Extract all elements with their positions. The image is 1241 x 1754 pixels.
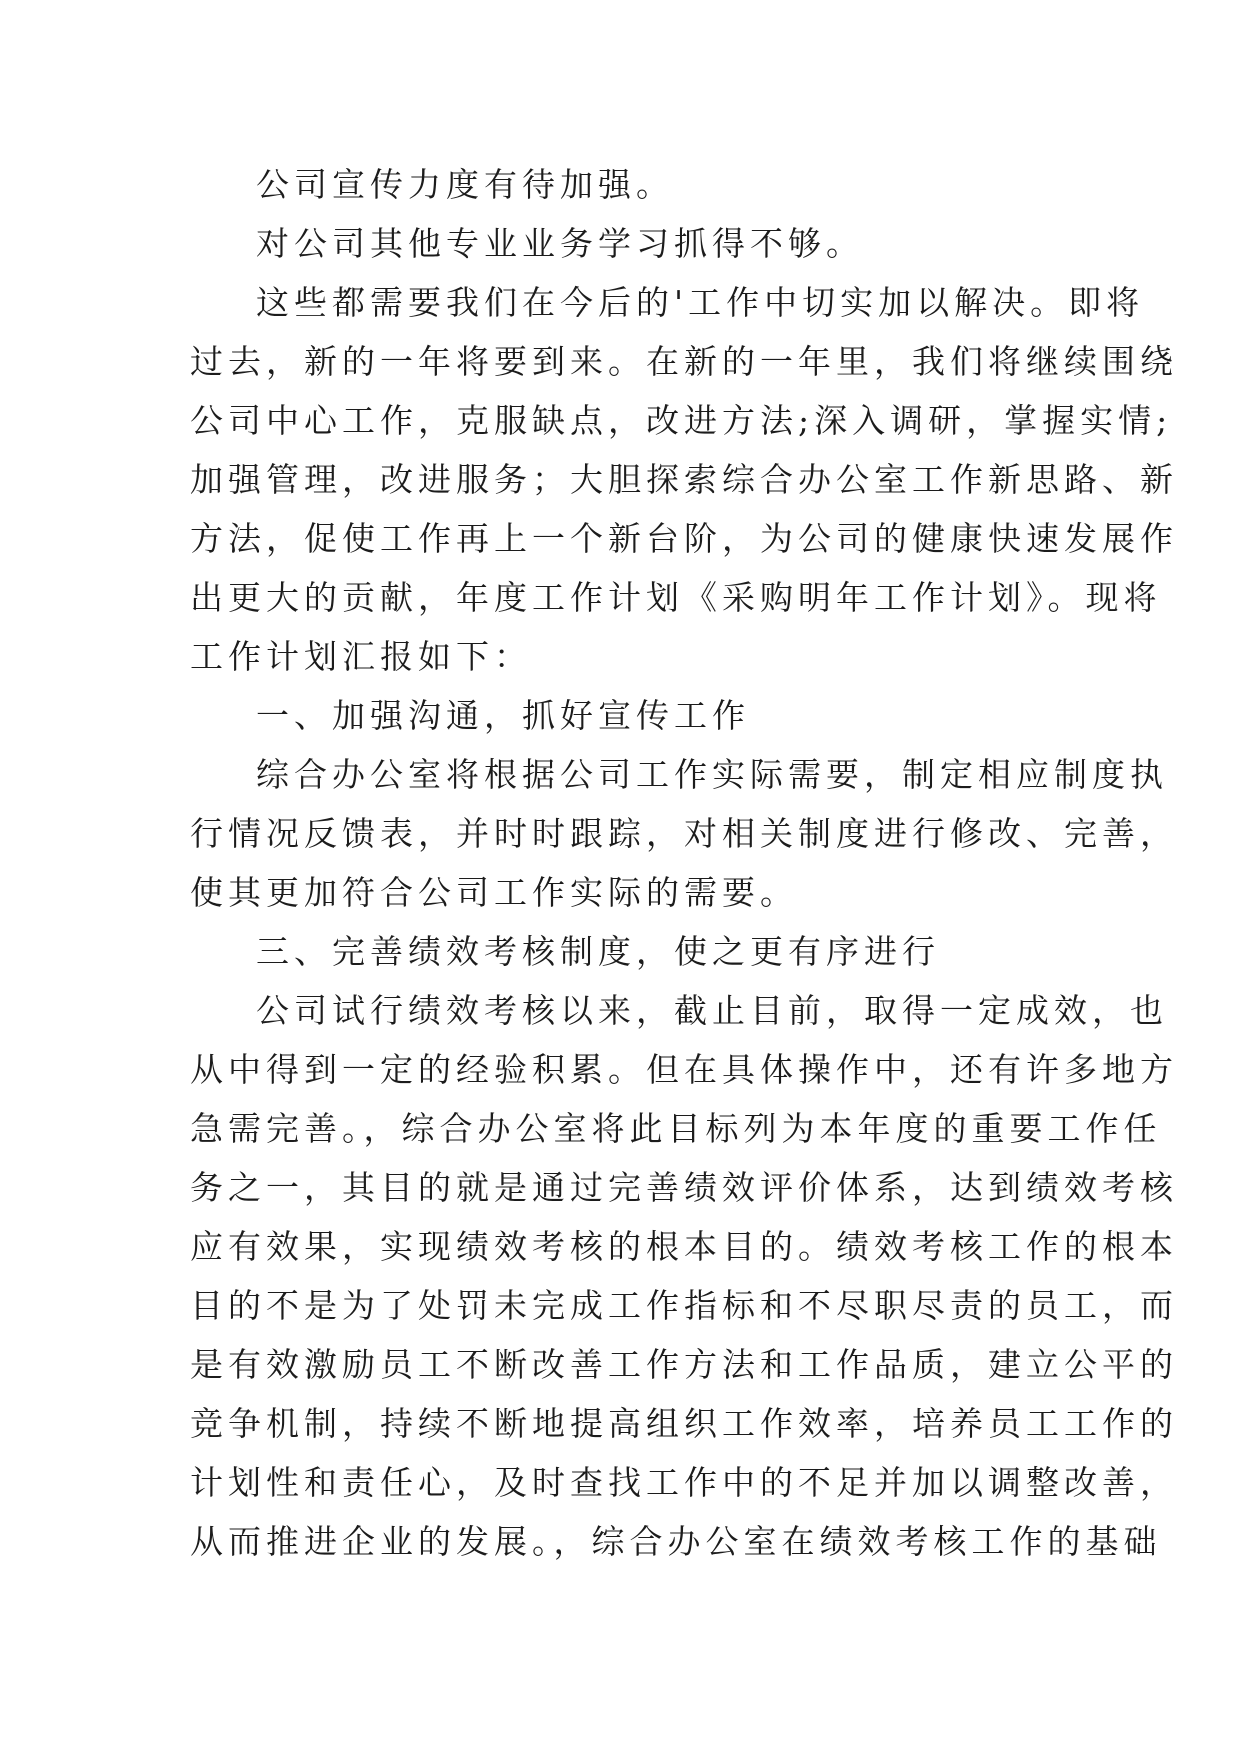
paragraph-line: 综合办公室将根据公司工作实际需要，制定相应制度执: [256, 755, 1168, 794]
paragraph-line: 这些都需要我们在今后的'工作中切实加以解决。即将: [256, 283, 1145, 322]
paragraph-line: 行情况反馈表，并时时跟踪，对相关制度进行修改、完善，: [190, 814, 1178, 853]
section-heading: 三、完善绩效考核制度，使之更有序进行: [256, 932, 940, 971]
paragraph-line: 是有效激励员工不断改善工作方法和工作品质，建立公平的: [190, 1345, 1178, 1384]
section-heading: 一、加强沟通，抓好宣传工作: [256, 696, 750, 735]
paragraph-line: 务之一，其目的就是通过完善绩效评价体系，达到绩效考核: [190, 1168, 1178, 1207]
paragraph-line: 从中得到一定的经验积累。但在具体操作中，还有许多地方: [190, 1050, 1178, 1089]
paragraph-line: 应有效果，实现绩效考核的根本目的。绩效考核工作的根本: [190, 1227, 1178, 1266]
paragraph-line: 急需完善。，综合办公室将此目标列为本年度的重要工作任: [190, 1109, 1162, 1148]
paragraph-line: 目的不是为了处罚未完成工作指标和不尽职尽责的员工，而: [190, 1286, 1178, 1325]
paragraph-line: 工作计划汇报如下：: [190, 637, 532, 676]
paragraph-line: 公司宣传力度有待加强。: [256, 165, 674, 204]
paragraph-line: 计划性和责任心，及时查找工作中的不足并加以调整改善，: [190, 1463, 1178, 1502]
paragraph-line: 出更大的贡献，年度工作计划《采购明年工作计划》。现将: [190, 578, 1162, 617]
paragraph-line: 公司中心工作，克服缺点，改进方法;深入调研，掌握实情;: [190, 401, 1173, 440]
paragraph-line: 过去，新的一年将要到来。在新的一年里，我们将继续围绕: [190, 342, 1178, 381]
paragraph-line: 竞争机制，持续不断地提高组织工作效率，培养员工工作的: [190, 1404, 1178, 1443]
paragraph-line: 公司试行绩效考核以来，截止目前，取得一定成效，也: [256, 991, 1168, 1030]
paragraph-line: 从而推进企业的发展。，综合办公室在绩效考核工作的基础: [190, 1522, 1162, 1561]
document-body: [190, 155, 1178, 1571]
paragraph-line: 方法，促使工作再上一个新台阶，为公司的健康快速发展作: [190, 519, 1178, 558]
paragraph-line: 对公司其他专业业务学习抓得不够。: [256, 224, 864, 263]
paragraph-line: 使其更加符合公司工作实际的需要。: [190, 873, 798, 912]
paragraph-line: 加强管理，改进服务；大胆探索综合办公室工作新思路、新: [190, 460, 1178, 499]
